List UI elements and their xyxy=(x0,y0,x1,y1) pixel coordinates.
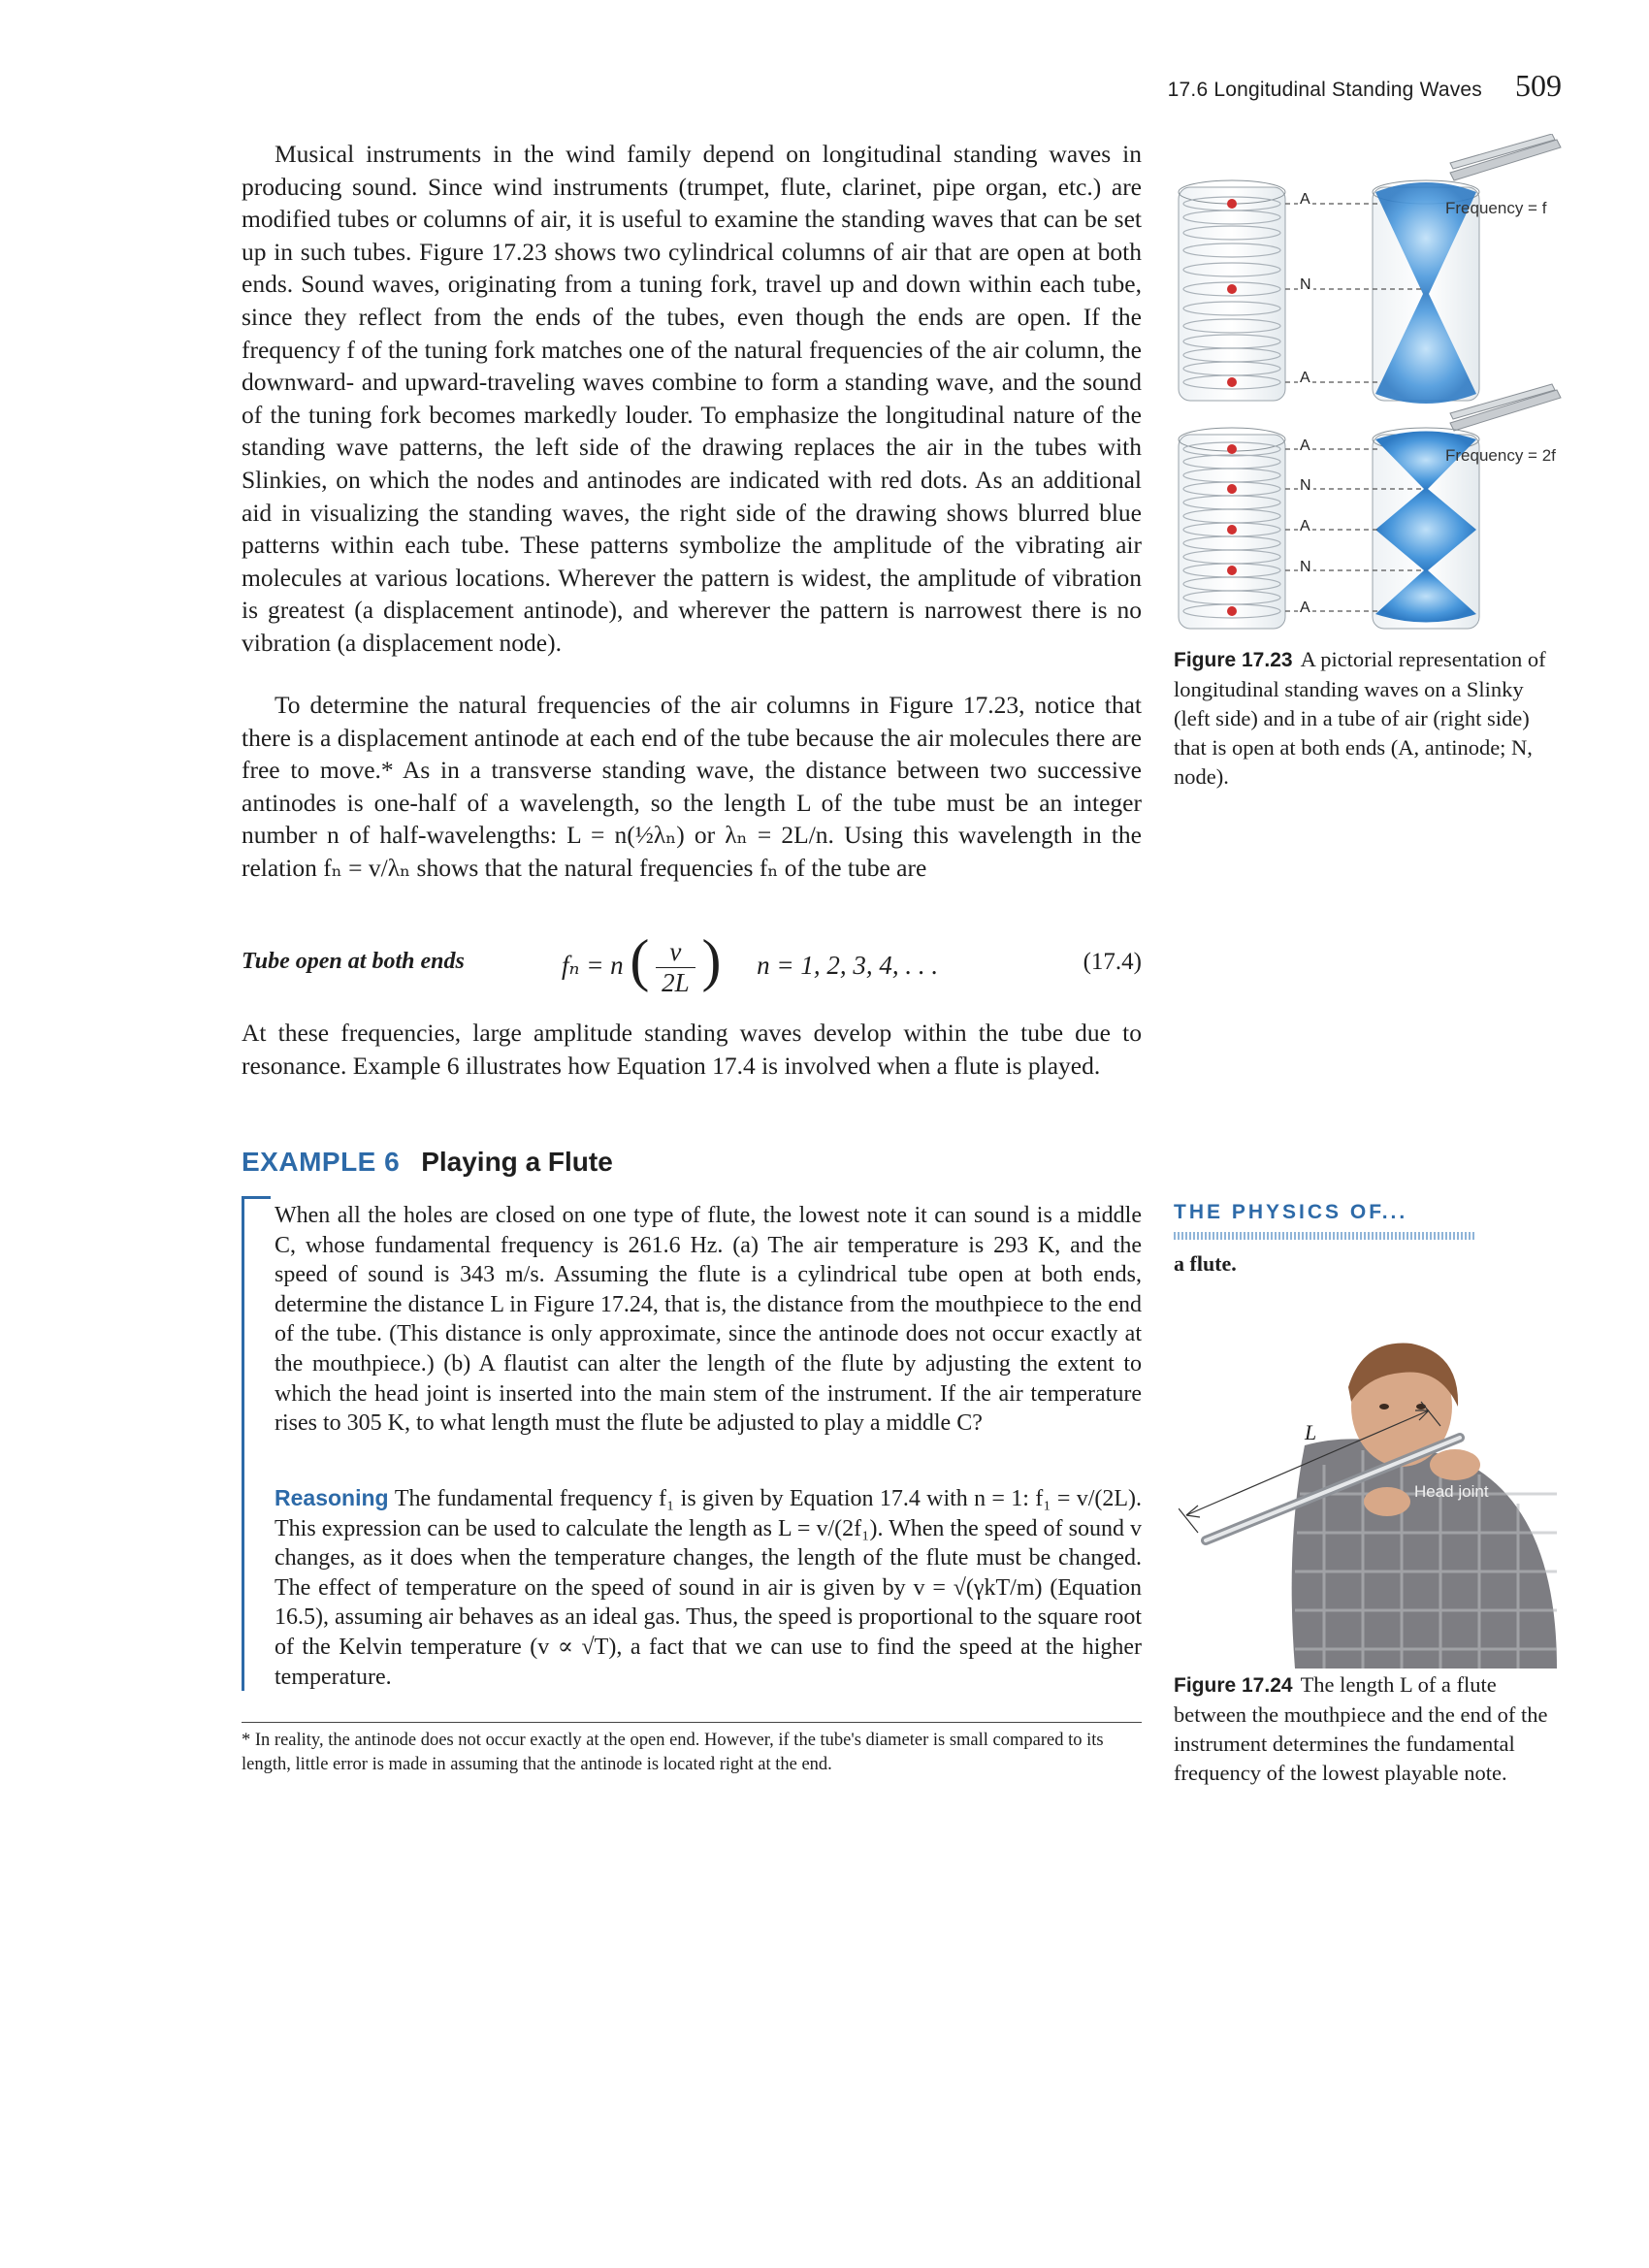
equation-lhs: fₙ = n xyxy=(562,951,624,980)
equation-formula xyxy=(562,928,939,1000)
running-header xyxy=(1145,68,1562,104)
figure-17-24-text: The length L of a flute between the mouthpiece and the end of the instrument determines the fundamental frequency of the lowest playable note. xyxy=(1174,1672,1548,1785)
flautist-figure xyxy=(1292,1344,1557,1669)
paren-open: ( xyxy=(630,928,650,992)
equation-number: (17.4) xyxy=(1083,949,1142,975)
node-label-bottom-3: A xyxy=(1300,518,1310,535)
fraction-denominator: 2L xyxy=(662,968,690,997)
physics-of-subject: a flute. xyxy=(1174,1251,1237,1276)
page-number: 509 xyxy=(1515,68,1562,103)
slinky-tube-top xyxy=(1179,180,1285,401)
physics-of-rule xyxy=(1174,1232,1474,1240)
equation-label: Tube open at both ends xyxy=(242,949,465,974)
body-paragraph-2: To determine the natural frequencies of the air columns in Figure 17.23, notice that there is a displacement antinode at each end of the tube because the air molecules there are free to move.* As in a transverse standing wave, the distance between two successive antinodes is one-half of a wavelength, so the length L of the tube must be an integer number n of half-wavelengths: L = n(½λₙ) or λₙ = 2L/n. Using this wavelength in the relation fₙ = v/λₙ shows that the natural frequencies fₙ of the tube are xyxy=(242,691,1142,882)
equation-fraction xyxy=(656,937,695,998)
paren-close: ) xyxy=(701,928,722,992)
body-paragraph-3: At these frequencies, large amplitude standing waves develop within the tube due to resonance. Example 6 illustrates how Equation 17.4 is involved when a flute is played. xyxy=(242,1019,1142,1080)
node-label-bottom-4: N xyxy=(1300,559,1311,575)
section-title: 17.6 Longitudinal Standing Waves xyxy=(1167,79,1482,101)
physics-of-heading: THE PHYSICS OF... xyxy=(1174,1201,1408,1223)
flute-length-label: L xyxy=(1305,1420,1317,1444)
node-label-top-1: A xyxy=(1300,191,1310,208)
reasoning-label: Reasoning xyxy=(275,1485,389,1510)
footnote: * In reality, the antinode does not occur exactly at the open end. However, if the tube's diameter is small compared to its length, little error is made in assuming that the antinode is located right at the end. xyxy=(242,1722,1142,1777)
node-label-bottom-1: A xyxy=(1300,437,1310,454)
body-paragraph-1: Musical instruments in the wind family depend on longitudinal standing waves in producing sound. Since wind instruments (trumpet, flute, clarinet, pipe organ, etc.) are modified tubes or columns of air, it is useful to examine the standing waves that can be set up in such tubes. Figure 17.23 shows two cylindrical columns of air that are open at both ends. Sound waves, originating from a tuning fork, travel up and down within each tube, since they reflect from the ends of the tubes, even though the ends are open. If the frequency f of the tuning fork matches one of the natural frequencies of the air column, the downward- and upward-traveling waves combine to form a standing wave, and the sound of the tuning fork becomes markedly louder. To emphasize the longitudinal nature of the standing wave patterns, the left side of the drawing replaces the air in the tubes with Slinkies, on which the nodes and antinodes are indicated with red dots. As an additional aid in visualizing the standing waves, the right side of the drawing shows blurred blue patterns within each tube. These patterns symbolize the amplitude of the vibrating air molecules at various locations. Wherever the pattern is widest, the amplitude of vibration is greatest (a displacement antinode), and wherever the pattern is narrowest there is no vibration (a displacement node). xyxy=(242,140,1142,657)
slinky-tube-bottom xyxy=(1179,428,1285,629)
figure-17-24-label: Figure 17.24 xyxy=(1174,1674,1293,1697)
head-joint-label: Head joint xyxy=(1414,1482,1489,1501)
figure-17-23-label: Figure 17.23 xyxy=(1174,649,1293,671)
example-bracket-left xyxy=(242,1196,244,1691)
frequency-label-bottom: Frequency = 2f xyxy=(1445,446,1556,465)
figure-17-23-caption xyxy=(1174,645,1562,792)
example-reasoning xyxy=(275,1483,1142,1692)
frequency-label-top: Frequency = f xyxy=(1445,199,1547,217)
node-label-top-3: A xyxy=(1300,370,1310,386)
equation-17-4 xyxy=(242,928,1142,1011)
example-problem: When all the holes are closed on one type of flute, the lowest note it can sound is a middle C, whose fundamental frequency is 261.6 Hz. (a) The air temperature is 293 K, and the speed of sound is 343 m/s. Assuming the flute is a cylindrical tube open at both ends, determine the distance L in Figure 17.24, that is, the distance from the mouthpiece to the end of the tube. (This distance is only approximate, since the antinode does not occur exactly at the mouthpiece.) (b) A flautist can alter the length of the flute by adjusting the extent to which the head joint is inserted into the main stem of the instrument. If the air temperature rises to 305 K, to what length must the flute be adjusted to play a middle C? xyxy=(275,1203,1142,1437)
figure-17-24-caption xyxy=(1174,1670,1562,1788)
figure-17-23-text: A pictorial representation of longitudinal standing waves on a Slinky (left side) and in a tube of air (right side) that is open at both ends (A, antinode; N, node). xyxy=(1174,647,1546,789)
example-heading xyxy=(242,1147,613,1178)
fraction-numerator: v xyxy=(656,937,695,968)
tuning-fork-top xyxy=(1450,134,1561,180)
node-label-bottom-5: A xyxy=(1300,599,1310,616)
node-label-bottom-2: N xyxy=(1300,477,1311,494)
equation-range: n = 1, 2, 3, 4, . . . xyxy=(757,951,939,980)
figure-17-24-illustration xyxy=(1179,1329,1567,1669)
reasoning-text: The fundamental frequency f₁ is given by Equation 17.4 with n = 1: f₁ = v/(2L). This expression can be used to calculate the length as L = v/(2f₁). When the speed of sound v changes, as it does when the temperature changes, the length of the flute must be changed. The effect of temperature on the speed of sound in air is given by v = √(γkT/m) (Equation 16.5), assuming air behaves as an ideal gas. Thus, the speed is proportional to the square root of the Kelvin temperature (v ∝ √T), a fact that we can use to find the speed at the higher temperature. xyxy=(275,1486,1143,1690)
example-tag: EXAMPLE 6 xyxy=(242,1147,401,1177)
example-title: Playing a Flute xyxy=(421,1147,613,1177)
example-bracket-top xyxy=(242,1196,271,1199)
node-label-top-2: N xyxy=(1300,276,1311,293)
